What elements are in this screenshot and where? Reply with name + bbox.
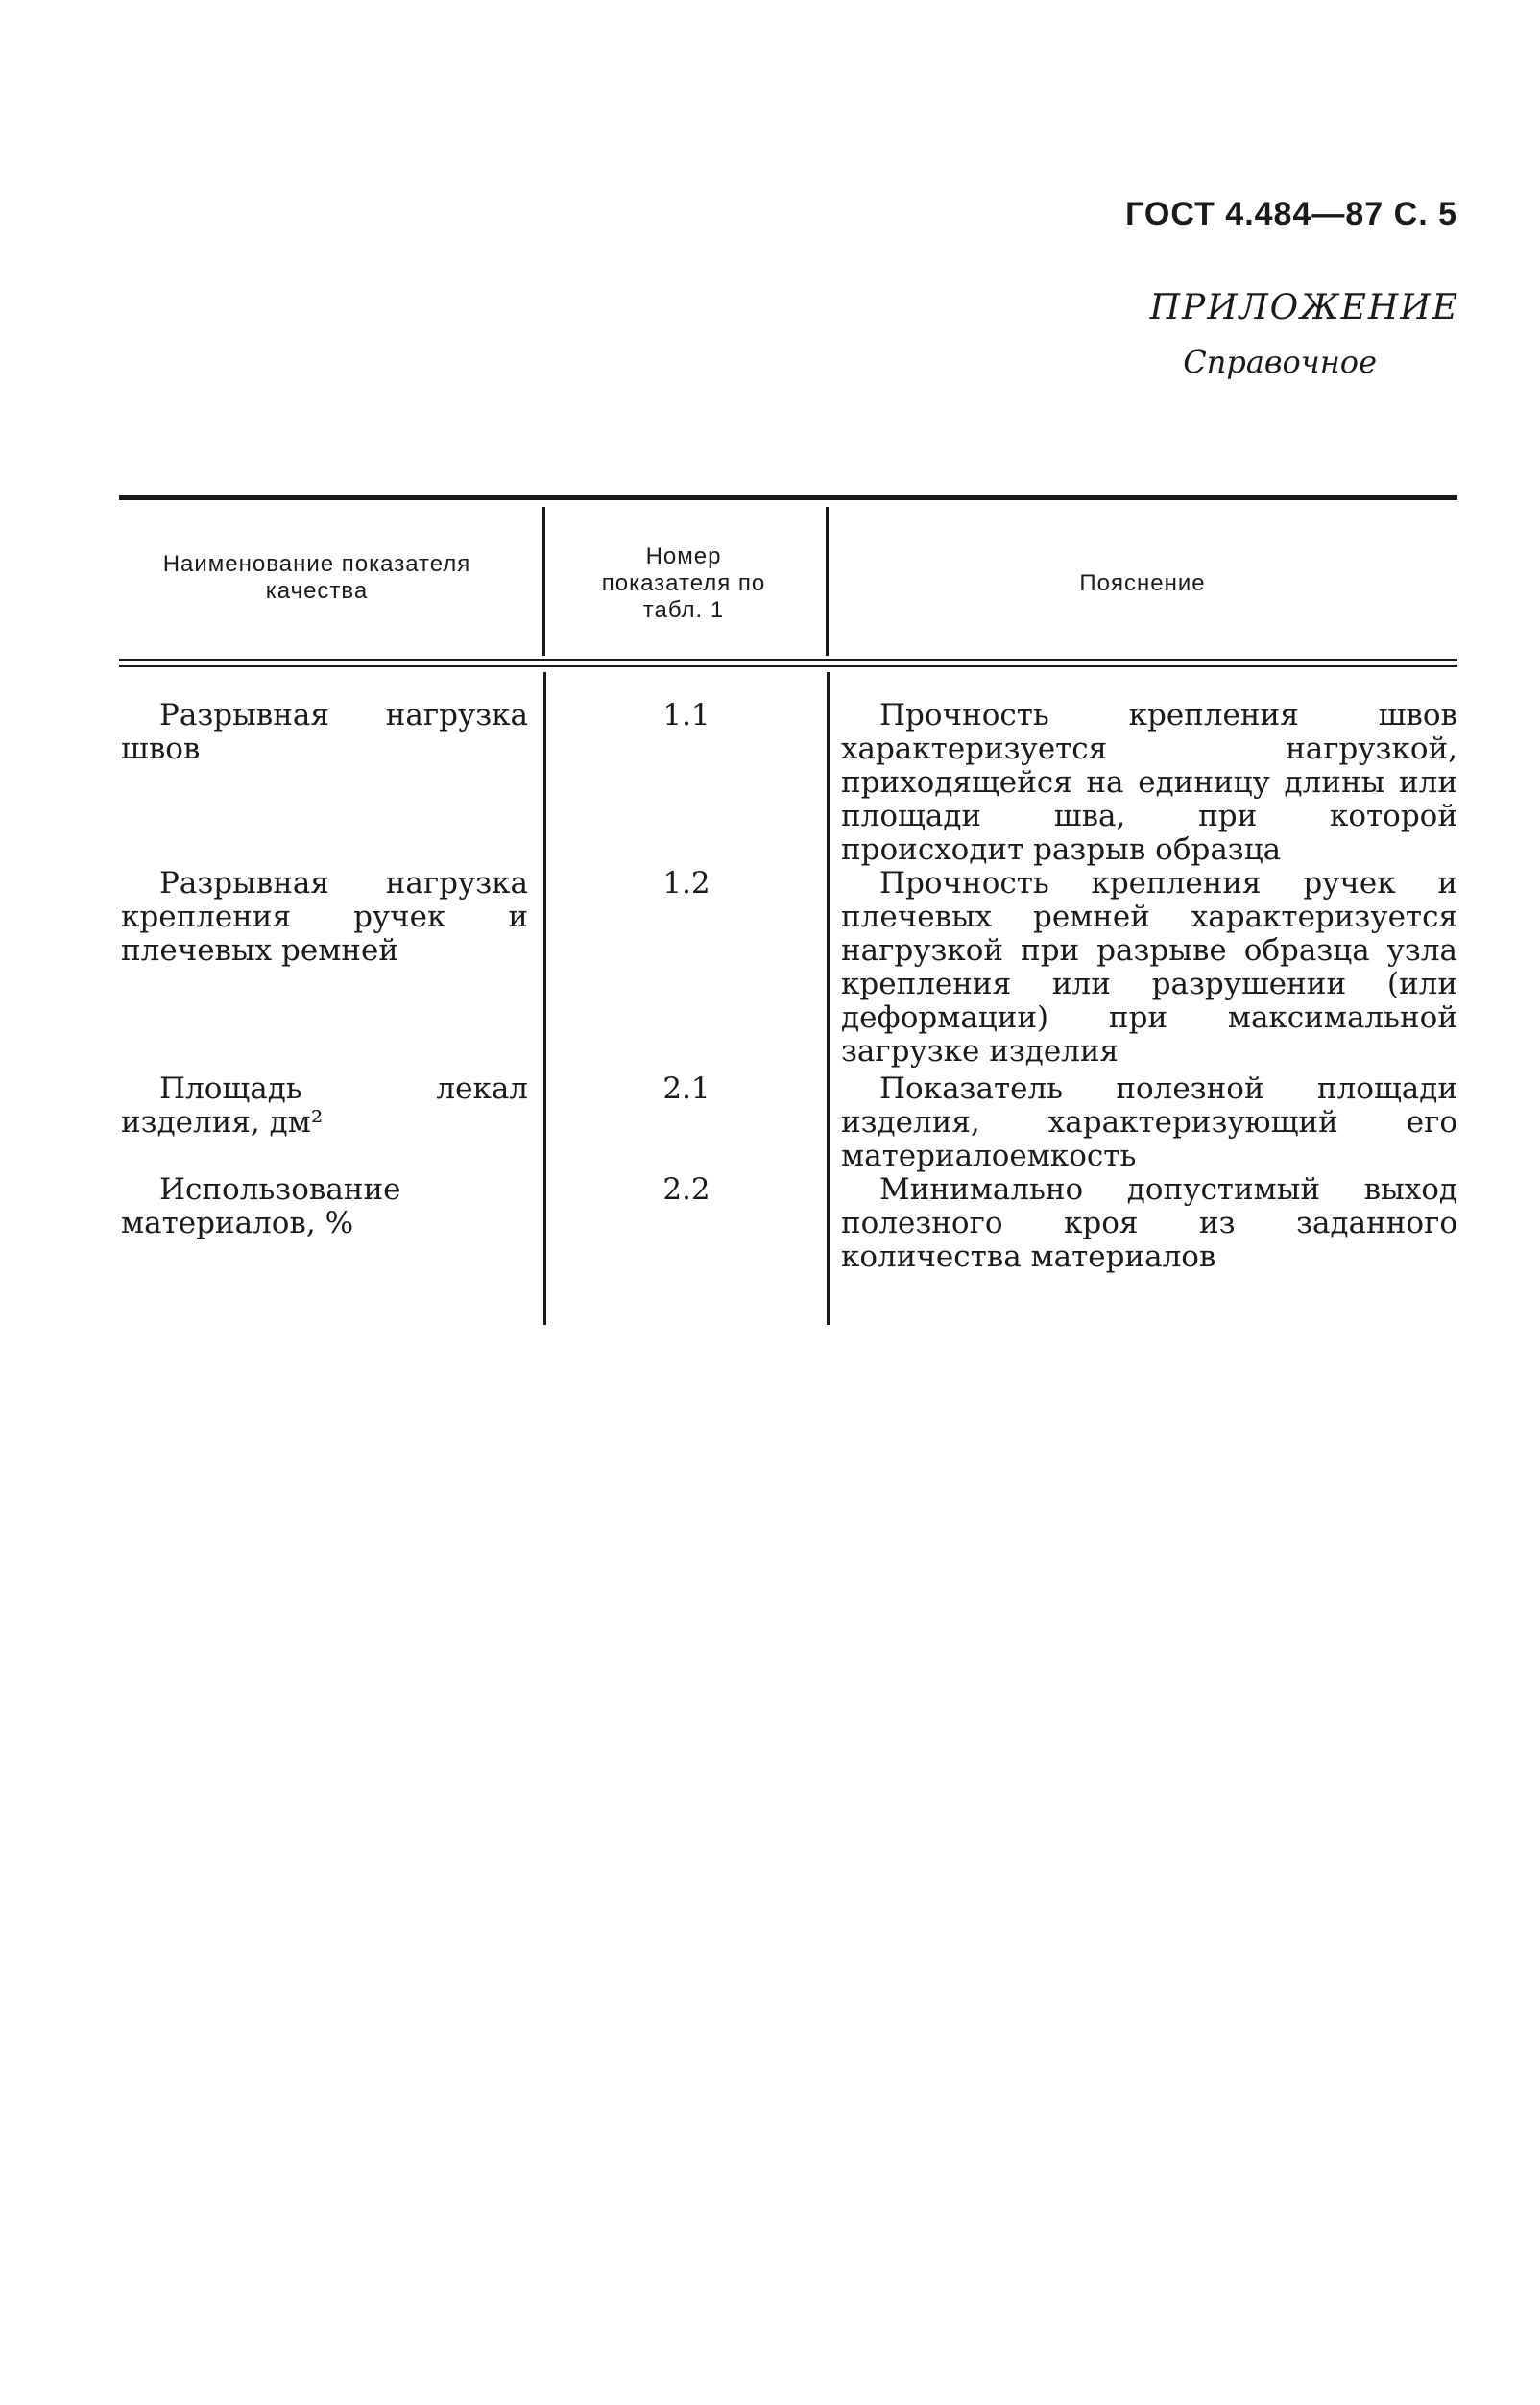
header-bottom-rule-2: [119, 665, 1457, 667]
table-row-3-name: Площадь лекал изделия, дм²: [121, 1071, 528, 1140]
table-row-3-explanation: Показатель полезной площади изделия, характеризующий его материалоемкость: [841, 1071, 1457, 1173]
table-top-rule: [119, 495, 1457, 500]
table-row-4-name: Использование материалов, %: [121, 1172, 401, 1240]
table-row-1-number: 1.1: [662, 698, 710, 733]
table-row-1-explanation: Прочность крепления швов характеризуется нагрузкой, приходящейся на единицу длины или площади шва, при которой происходит разрыв образца: [841, 698, 1457, 867]
table-row-4-number: 2.2: [662, 1172, 710, 1207]
column-header-name: Наименование показателя качества: [162, 551, 471, 604]
table-row-2-explanation: Прочность крепления ручек и плечевых ремней характеризуется нагрузкой при разрыве образца узла крепления или разрушении (или деформации) при максимальной загрузке изделия: [841, 866, 1457, 1069]
table-row-2-number: 1.2: [662, 866, 710, 901]
column-divider-1-body: [543, 672, 546, 1325]
column-divider-1: [542, 507, 545, 656]
table-row-1-name: Разрывная нагрузка швов: [121, 698, 528, 766]
header-bottom-rule-1: [119, 659, 1457, 661]
page-reference: ГОСТ 4.484—87 С. 5: [1125, 196, 1457, 232]
column-divider-2: [826, 507, 829, 656]
column-divider-2-body: [827, 672, 830, 1325]
table-row-2-name: Разрывная нагрузка крепления ручек и плечевых ремней: [121, 866, 528, 968]
appendix-title: ПРИЛОЖЕНИЕ: [1149, 288, 1459, 327]
column-header-explanation: Пояснение: [1079, 570, 1206, 596]
table-row-4-explanation: Минимально допустимый выход полезного кроя из заданного количества материалов: [841, 1172, 1457, 1274]
appendix-subtitle: Справочное: [1183, 344, 1377, 380]
column-header-number: Номер показателя по табл. 1: [601, 543, 766, 623]
table-row-3-number: 2.1: [662, 1071, 710, 1106]
